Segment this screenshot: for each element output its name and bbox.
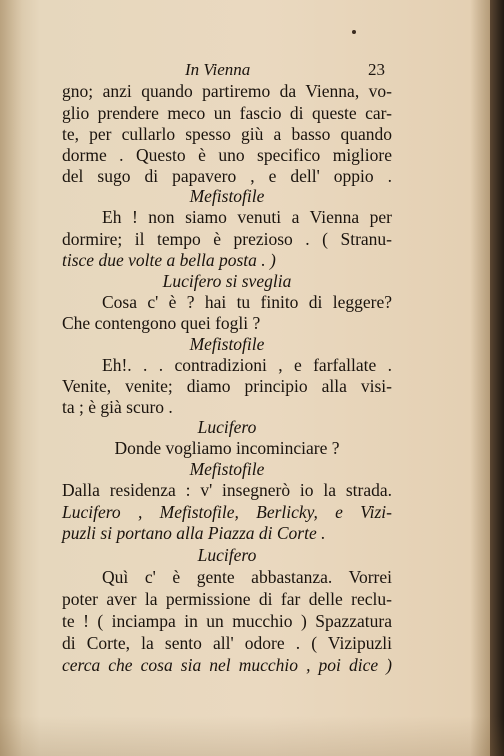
speaker-heading: Mefistofile <box>189 186 265 206</box>
text-line: Eh!. . . contradizioni , e farfallate . <box>102 355 392 375</box>
text-line: dormire; il tempo è prezioso . ( Stranu- <box>62 229 392 249</box>
speaker-heading: Mefistofile <box>189 459 265 479</box>
binding-gutter <box>0 0 22 756</box>
stage-direction: puzli si portano alla Piazza di Corte . <box>62 523 326 543</box>
stage-direction: tisce due volte a bella posta . ) <box>62 250 276 270</box>
text-line: te, per cullarlo spesso giù a basso quando <box>62 124 392 144</box>
text-line: gno; anzi quando partiremo da Vienna, vo- <box>62 81 392 101</box>
text-line: di Corte, la sento all' odore . ( Vizipuzli <box>62 633 392 653</box>
stage-direction: Lucifero , Mefistofile, Berlicky, e Vizi- <box>62 502 392 522</box>
running-title: In Vienna <box>185 60 251 79</box>
speaker-heading: Mefistofile <box>189 334 265 354</box>
text-line: dorme . Questo è uno specifico migliore <box>62 145 392 165</box>
text-line: te ! ( inciampa in un mucchio ) Spazzatura <box>62 611 392 631</box>
page-number: 23 <box>368 60 385 79</box>
text-line: Dalla residenza : v' insegnerò io la strada. <box>62 480 392 500</box>
text-line: Cosa c' è ? hai tu finito di leggere? <box>102 292 392 312</box>
speaker-heading: Lucifero <box>197 545 257 565</box>
page-fold-shadow <box>470 0 492 756</box>
stage-direction: Lucifero si sveglia <box>162 271 292 291</box>
text-line: Donde vogliamo incominciare ? <box>114 438 340 458</box>
bottom-shade <box>0 716 504 756</box>
page-edge <box>490 0 504 756</box>
text-line: ta ; è già scuro . <box>62 397 173 417</box>
ink-speck <box>352 30 356 34</box>
text-line: Che contengono quei fogli ? <box>62 313 261 333</box>
text-line: glio prendere meco un fascio di queste car- <box>62 103 392 123</box>
text-line: Eh ! non siamo venuti a Vienna per <box>102 207 392 227</box>
text-line: Venite, venite; diamo principio alla visi- <box>62 376 392 396</box>
text-line: del sugo di papavero , e dell' oppio . <box>62 166 392 186</box>
text-line: poter aver la permissione di far delle reclu- <box>62 589 392 609</box>
text-line: Quì c' è gente abbastanza. Vorrei <box>102 567 392 587</box>
running-header <box>185 60 385 80</box>
stage-direction: cerca che cosa sia nel mucchio , poi dice ) <box>62 655 392 675</box>
speaker-heading: Lucifero <box>197 417 257 437</box>
